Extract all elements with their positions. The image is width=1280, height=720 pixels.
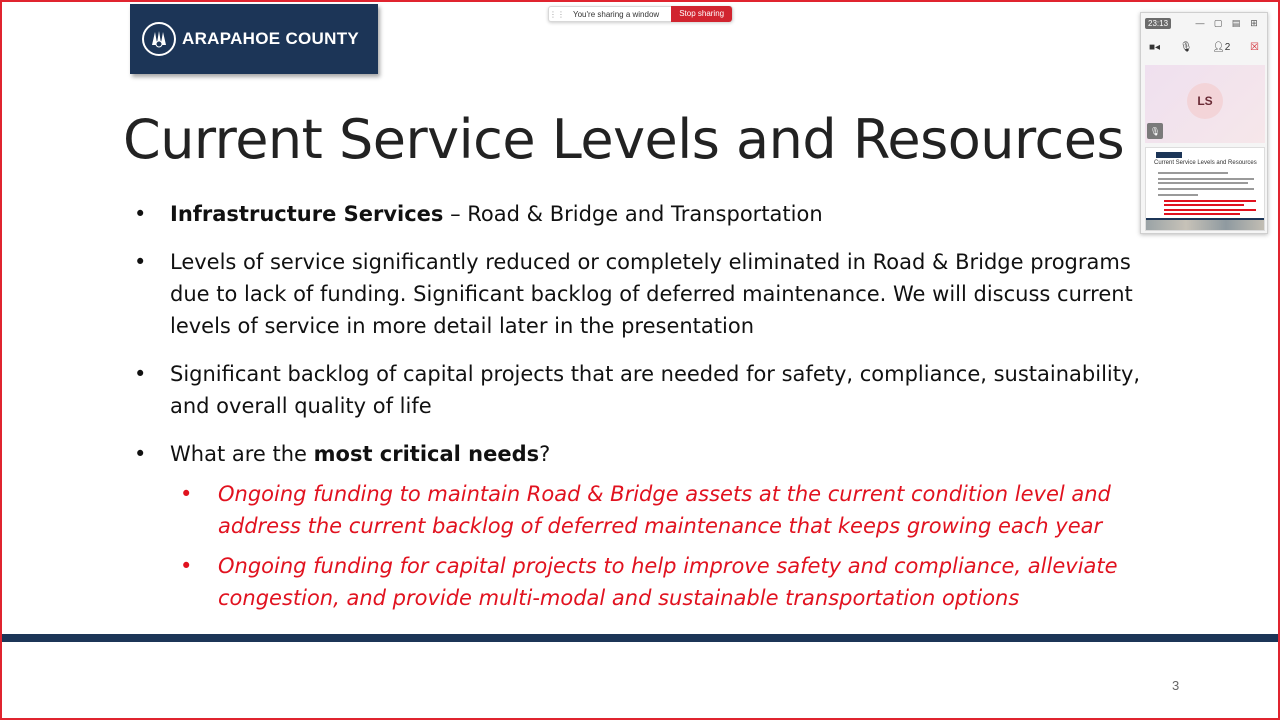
bullet-item-infrastructure: [132, 198, 1172, 230]
bullet-dot-icon: •: [134, 202, 147, 226]
restore-icon[interactable]: ▢: [1213, 17, 1223, 28]
bullet-item-critical-needs: [132, 438, 1172, 470]
camera-icon[interactable]: ■◂: [1149, 41, 1161, 53]
bullet-item-capital-projects: [132, 358, 1172, 422]
people-icon[interactable]: 👤︎2: [1212, 41, 1231, 53]
bullet-text: What are the: [170, 442, 314, 466]
bullet-dot-icon: •: [134, 250, 147, 274]
sub-bullet-text: Ongoing funding to maintain Road & Bridge assets at the current condition level and address the current backlog of deferred maintenance that keeps growing each year: [218, 482, 1111, 538]
bullet-dot-icon: •: [180, 554, 193, 578]
thumbnail-photo: [1146, 220, 1265, 231]
stop-sharing-button[interactable]: Stop sharing: [671, 6, 732, 22]
bullet-list: [132, 198, 1172, 486]
muted-mic-icon: 🎙︎: [1147, 123, 1163, 139]
bullet-item-levels-of-service: [132, 246, 1172, 342]
thumbnail-title: Current Service Levels and Resources: [1154, 160, 1257, 166]
sub-bullet-item: [180, 550, 1170, 614]
native-headdress-emblem-icon: [142, 22, 176, 56]
bullet-dot-icon: •: [134, 442, 147, 466]
grid-icon[interactable]: ⊞: [1250, 17, 1258, 28]
participants-count: 2: [1224, 41, 1231, 53]
minimize-icon[interactable]: —: [1195, 18, 1205, 28]
arapahoe-county-logo: [130, 4, 378, 74]
microphone-icon[interactable]: 🎙︎: [1179, 41, 1193, 53]
bullet-dot-icon: •: [134, 362, 147, 386]
page-number: 3: [1172, 678, 1180, 693]
bullet-text: Significant backlog of capital projects that are needed for safety, compliance, sustainability, and overall quality of life: [170, 362, 1141, 418]
bullet-text: – Road & Bridge and Transportation: [443, 202, 823, 226]
sub-bullet-item: [180, 478, 1170, 542]
avatar: LS: [1187, 83, 1223, 119]
bullet-bold-text: Infrastructure Services: [170, 202, 444, 226]
shared-screen-thumbnail[interactable]: [1145, 147, 1265, 231]
logo-text: ARAPAHOE COUNTY: [182, 29, 360, 48]
bullet-text: ?: [539, 442, 551, 466]
sub-bullet-text: Ongoing funding for capital projects to help improve safety and compliance, alleviate congestion, and provide multi-modal and sustainable transportation options: [218, 554, 1118, 610]
layout-icon[interactable]: ▤: [1231, 17, 1241, 28]
bullet-text: Levels of service significantly reduced or completely eliminated in Road & Bridge programs due to lack of funding. Significant backlog of deferred maintenance. We will discuss current levels of service in more detail later in the presentation: [170, 250, 1133, 338]
bullet-bold-text: most critical needs: [313, 442, 540, 466]
bullet-dot-icon: •: [180, 482, 193, 506]
call-panel-titlebar: [1141, 13, 1267, 33]
screen-share-bar: [548, 6, 733, 22]
call-timer: 23:13: [1145, 18, 1171, 29]
participant-video-tile[interactable]: [1145, 65, 1265, 143]
drag-grip-icon[interactable]: ⋮⋮: [549, 9, 565, 19]
call-controls: [1141, 33, 1267, 61]
leave-call-icon[interactable]: ☒: [1250, 41, 1259, 53]
slide-title: Current Service Levels and Resources: [123, 108, 1125, 171]
share-status-text: You're sharing a window: [573, 9, 660, 19]
meeting-call-panel: [1140, 12, 1268, 234]
thumbnail-logo: [1156, 152, 1182, 158]
slide-footer-bar: [0, 634, 1280, 642]
sub-bullet-list: [180, 478, 1170, 622]
